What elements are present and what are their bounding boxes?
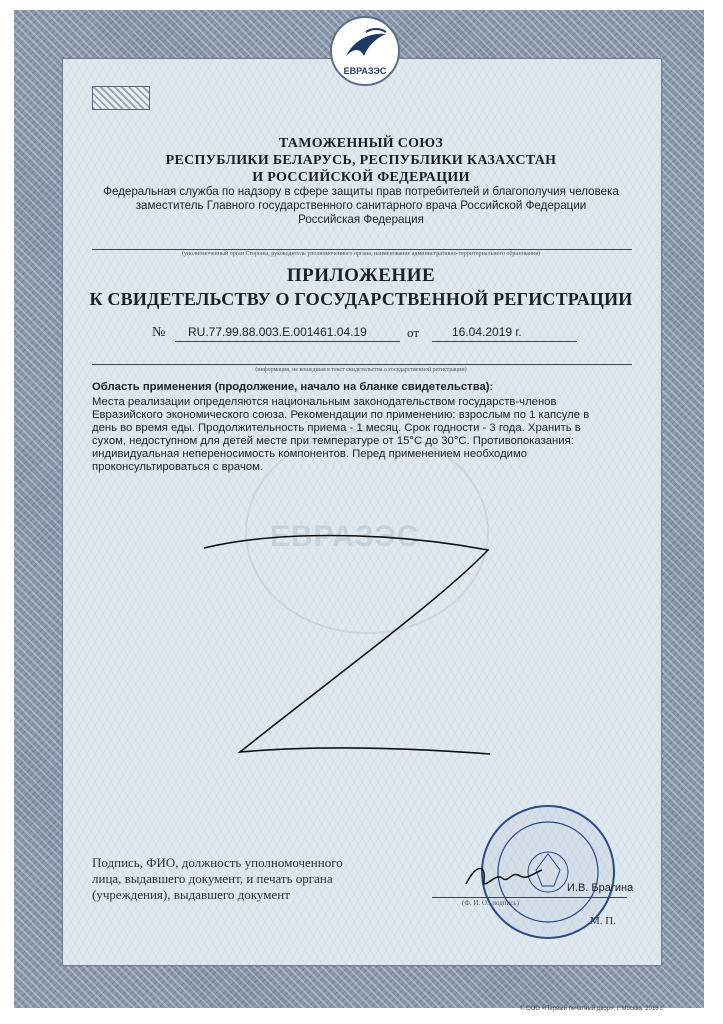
number-underline xyxy=(175,341,400,342)
registration-number: RU.77.99.88.003.E.001461.04.19 xyxy=(188,325,367,339)
application-area xyxy=(92,381,637,474)
body-line: Евразийского экономического союза. Рекомендации по применению: взрослым по 1 капсуле в xyxy=(92,409,590,421)
authority-rule xyxy=(92,249,632,250)
date-prefix: от xyxy=(407,325,420,340)
z-cancellation-stroke xyxy=(200,530,500,770)
union-line: И РОССИЙСКОЙ ФЕДЕРАЦИИ xyxy=(252,170,470,185)
signature-caption xyxy=(92,855,412,903)
eurasec-emblem-icon xyxy=(342,26,390,66)
info-rule xyxy=(92,364,632,365)
date-underline xyxy=(432,341,577,342)
info-caption: (информация, не вошедшая в текст свидетельства о государственной регистрации) xyxy=(255,367,467,373)
signer-sub-caption: (Ф. И. О., подпись) xyxy=(462,899,519,907)
form-serial-box xyxy=(92,86,150,110)
handwritten-signature xyxy=(462,858,552,898)
signer-line xyxy=(432,897,627,898)
agency-line: заместитель Главного государственного санитарного врача Российской Федерации xyxy=(135,199,587,212)
area-title: Область применения (продолжение, начало на бланке свидетельства): xyxy=(92,381,494,393)
signature-caption-line: Подпись, ФИО, должность уполномоченного xyxy=(92,855,343,870)
watermark-text: ЕВРАЗЭС xyxy=(270,520,420,553)
signer-name: И.В. Брагина xyxy=(567,882,634,894)
document-title: ПРИЛОЖЕНИЕ xyxy=(286,265,436,286)
union-header xyxy=(62,135,660,186)
signature-caption-line: лица, выдавшего документ, и печать органа xyxy=(92,871,333,886)
seal-place-mark: М. П. xyxy=(590,915,616,927)
body-line: Места реализации определяются национальным законодательством государств-членов xyxy=(92,396,557,408)
document-subtitle: К СВИДЕТЕЛЬСТВУ О ГОСУДАРСТВЕННОЙ РЕГИСТРАЦИИ xyxy=(89,289,633,309)
registration-date: 16.04.2019 г. xyxy=(452,325,522,339)
body-line: индивидуальная непереносимость компонентов. Перед применением необходимо xyxy=(92,448,528,460)
union-line: ТАМОЖЕННЫЙ СОЮЗ xyxy=(278,136,444,151)
logo-text: ЕВРАЗЭС xyxy=(343,66,387,76)
authority-caption: (уполномоченный орган Стороны, руководитель уполномоченного органа, наименование административно-территориального образования) xyxy=(182,251,540,257)
union-line: РЕСПУБЛИКИ БЕЛАРУСЬ, РЕСПУБЛИКИ КАЗАХСТАН xyxy=(165,153,557,168)
body-line: сухом, недоступном для детей месте при температуре от 15°С до 30°С. Противопоказания: xyxy=(92,435,574,447)
eurasec-logo xyxy=(330,16,400,86)
number-sign: № xyxy=(152,325,166,340)
agency-line: Федеральная служба по надзору в сфере защиты прав потребителей и благополучия человека xyxy=(103,185,619,198)
body-line: день во время еды. Продолжительность приема - 1 месяц. Срок годности - 3 года. Хранить в xyxy=(92,422,581,434)
agency-line: Российская Федерация xyxy=(298,213,424,226)
signature-caption-line: (учреждения), выдавшего документ xyxy=(92,887,290,902)
printer-imprint: © ООО «Первый печатный двор», г. Москва, 2018 г. xyxy=(520,1006,664,1012)
body-line: проконсультироваться с врачом. xyxy=(92,461,264,473)
agency-header xyxy=(62,185,660,227)
